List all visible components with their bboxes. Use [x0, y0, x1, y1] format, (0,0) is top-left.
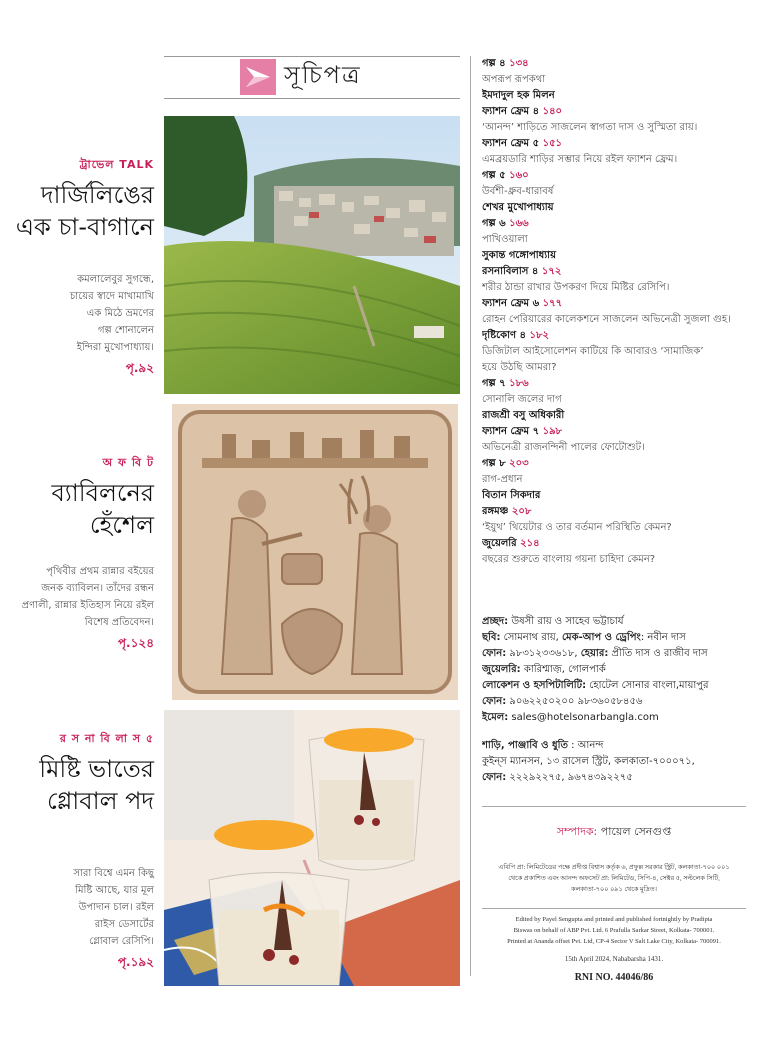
toc-description: শরীর ঠান্ডা রাখার উপকরণ দিয়ে মিষ্টির রেসিপি। [482, 282, 670, 293]
toc-page-number[interactable]: ২০৮ [511, 506, 532, 517]
feature-title: ব্যাবিলনের হেঁশেল [51, 479, 154, 539]
toc-heading[interactable]: ফ্যাশন ফ্রেম ৪ ১৪০ [482, 106, 563, 117]
toc-description: ‘ইয়ুথ’ থিয়েটার ও তার বর্তমান পরিস্থিতি কেমন? [482, 522, 672, 533]
feature-kicker: র স না বি লা স ৫ [59, 732, 154, 745]
contents-list [482, 56, 750, 568]
toc-description: অভিনেত্রী রাজনন্দিনী পালের ফোটোশুট। [482, 442, 645, 453]
toc-heading[interactable]: জুয়েলরি ২১৪ [482, 538, 540, 549]
divider-line [482, 806, 746, 807]
issue-date: 15th April 2024, Nababarsha 1431. [564, 955, 664, 963]
toc-page-number[interactable]: ১৩৪ [509, 58, 529, 69]
costume-credits: শাড়ি, পাঞ্জাবি ও ধুতি : আনন্দ কুইন্‌স ম্যানসন, ১৩ রাসেল স্ট্রিট, কলকাতা-৭০০০৭১, ফোন: ২২২৯২২৭৫, ৯৬৭৪৩৯২২৭৫ [482, 740, 695, 783]
toc-description: অপরূপ রূপকথা [482, 74, 546, 85]
toc-page-number[interactable]: ১৭৭ [542, 298, 563, 309]
toc-heading[interactable]: ফ্যাশন ফ্রেম ৫ ১৫১ [482, 138, 563, 149]
toc-page-number[interactable]: ১৮৬ [509, 378, 529, 389]
credit-line-phone-hair: ফোন: ৯৮৩১২৩৩৬১৮, হেয়ার: প্রীতি দাস ও রাজীব দাস [482, 648, 708, 659]
column-divider [470, 56, 471, 976]
darjeeling-tea-garden-photo[interactable] [164, 116, 460, 394]
toc-heading[interactable]: গল্প ৭ ১৮৬ [482, 378, 529, 389]
toc-page-number[interactable]: ১৮২ [529, 330, 550, 341]
toc-heading: রাজশ্রী বসু অধিকারী [482, 410, 565, 421]
toc-description: পাখিওয়ালা [482, 234, 528, 245]
imprint-bengali: এবিপি প্রা: লিমিটেডের পক্ষে প্রদীপ্ত বিশ্বাস কর্তৃক ৬, প্রফুল্ল সরকার স্ট্রিট, কলকাতা-৭০০ ০০১ থেকে প্রকাশিত এবং আনন্দ অফসেট প্রা: লিমিটেড, সিপি-৪, সেক্টর ৫, সল্টলেক সিটি, কলকাতা-৭০০ ০৯১ থেকে মুদ্রিত। [498, 864, 730, 893]
babylonian-relief-photo[interactable] [172, 404, 458, 700]
toc-heading: বিতান সিকদার [482, 490, 541, 501]
credit-line-cover: প্রচ্ছদ: উষসী রায় ও সাহেব ভট্টাচার্য [482, 616, 624, 627]
feature-page-link[interactable]: পৃ.১৯২ [117, 955, 154, 969]
feature-kicker: অ ফ বি ট [102, 456, 154, 469]
toc-heading[interactable]: গল্প ৮ ২০৩ [482, 458, 529, 469]
feature-description: সারা বিশ্বে এমন কিছু মিষ্টি আছে, যার মূল উপাদান চাল। রইল রাইস ডেসার্টের গ্লোবাল রেসিপি। [73, 868, 154, 947]
toc-heading[interactable]: গল্প ৬ ১৬৬ [482, 218, 529, 229]
page-title: সূচিপত্র [284, 61, 362, 89]
feature-kicker: ট্রাভেল TALK [79, 158, 154, 171]
toc-description: হয়ে উঠছি আমরা? [482, 362, 557, 373]
toc-page-number[interactable]: ২১৪ [520, 538, 540, 549]
toc-description: সোনালি জলের দাগ [482, 394, 562, 405]
toc-page-number[interactable]: ১৬০ [509, 170, 529, 181]
toc-heading[interactable]: গল্প ৪ ১৩৪ [482, 58, 529, 69]
header [240, 59, 362, 95]
header-rule-bottom [164, 98, 460, 99]
toc-description: এমব্রয়ডারি শাড়ির সম্ভার নিয়ে রইল ফ্যাশন ফ্রেম। [482, 154, 678, 165]
feature-rice-dessert[interactable] [0, 730, 160, 974]
toc-description: বছরের শুরুতে বাংলায় গয়না চাহিদা কেমন? [482, 554, 656, 565]
divider-line [482, 908, 746, 909]
toc-description: ‘আনন্দ’ শাড়িতে সাজলেন স্বাগতা দাস ও সুস্মিতা রায়। [482, 122, 698, 133]
rice-dessert-photo[interactable] [164, 710, 460, 986]
imprint-english: Edited by Payel Sengupta and printed and published fortnightly by Pradipta Biswas on behalf of ABP Pvt. Ltd. 6 Prafulla Sarkar Street, Kolkata- 700001. Printed at Ananda offset Pvt. Ltd, CP-4 Sector V Salt Lake City, Kolkata- 700091. [507, 916, 721, 945]
toc-description: রোহন পেরিয়ারের কালেকশনে সাজলেন অভিনেত্রী সুজলা গুহ। [482, 314, 731, 325]
feature-page-link[interactable]: পৃ.১২৪ [117, 636, 154, 650]
toc-page-number[interactable]: ১৫১ [542, 138, 563, 149]
feature-description: পৃথিবীর প্রথম রান্নার বইয়ের জনক ব্যাবিলন। তাঁদের রন্ধন প্রণালী, রান্নার ইতিহাস নিয়ে রইল বিশেষ প্রতিবেদন। [21, 566, 154, 628]
toc-heading: শেখর মুখোপাধ্যায় [482, 202, 554, 213]
toc-heading[interactable]: রঙ্গমঞ্চ ২০৮ [482, 506, 532, 517]
toc-heading[interactable]: ফ্যাশন ফ্রেম ৬ ১৭৭ [482, 298, 563, 309]
toc-description: উর্বশী-ধ্রুব-ধারাবর্ষ [482, 186, 554, 197]
toc-page-number[interactable]: ২০৩ [509, 458, 529, 469]
feature-darjeeling[interactable] [0, 156, 160, 380]
toc-page-number[interactable]: ১৭২ [541, 266, 562, 277]
toc-heading[interactable]: রসনাবিলাস ৪ ১৭২ [482, 266, 562, 277]
toc-heading: সুকান্ত গঙ্গোপাধ্যায় [482, 250, 556, 261]
credit-line-jewellery: জুয়েলরি: কারিশ্মাজ়, গোলপার্ক [482, 664, 606, 675]
toc-page-number[interactable]: ১৯৮ [542, 426, 563, 437]
feature-title: দার্জিলিঙের এক চা-বাগানে [15, 181, 154, 241]
cover-credits [482, 614, 752, 726]
rni-number: RNI NO. 44046/86 [574, 972, 654, 983]
toc-heading: ইমদাদুল হক মিলন [482, 90, 555, 101]
magazine-logo-icon [240, 59, 276, 95]
feature-title: মিষ্টি ভাতের গ্লোবাল পদ [39, 755, 154, 815]
toc-description: রাগ-প্রধান [482, 474, 523, 485]
credit-line-photo: ছবি: সোমনাথ রায়, মেক-আপ ও ড্রেপিং: নবীন দাস [482, 632, 686, 643]
toc-heading[interactable]: ফ্যাশন ফ্রেম ৭ ১৯৮ [482, 426, 563, 437]
feature-babylon[interactable] [0, 454, 160, 655]
feature-description: কমলালেবুর সুগন্ধে, চায়ের স্বাদে মাখামাখি এক মিঠে ভ্রমণের গল্প শোনালেন ইন্দিরা মুখোপাধ্যায়। [69, 274, 154, 353]
toc-description: ডিজিটাল আইসোলেশন কাটিয়ে কি আবারও ‘সামাজিক’ [482, 346, 704, 357]
feature-page-link[interactable]: পৃ.৯২ [125, 361, 154, 375]
toc-page-number[interactable]: ১৬৬ [509, 218, 529, 229]
credit-line-email[interactable]: ইমেল: sales@hotelsonarbangla.com [482, 712, 659, 723]
toc-heading[interactable]: দৃষ্টিকোণ ৪ ১৮২ [482, 330, 550, 341]
editor-credit: সম্পাদক: পায়েল সেনগুপ্ত [556, 825, 672, 838]
toc-heading[interactable]: গল্প ৫ ১৬০ [482, 170, 529, 181]
toc-page-number[interactable]: ১৪০ [542, 106, 563, 117]
credit-line-location: লোকেশন ও হসপিটালিটি: হোটেল সোনার বাংলা,মায়াপুর [482, 680, 709, 691]
credit-line-location-phone: ফোন: ৯০৬২২৫০২০০ ৯৮৩৬০৫৮৪৫৬ [482, 696, 643, 707]
